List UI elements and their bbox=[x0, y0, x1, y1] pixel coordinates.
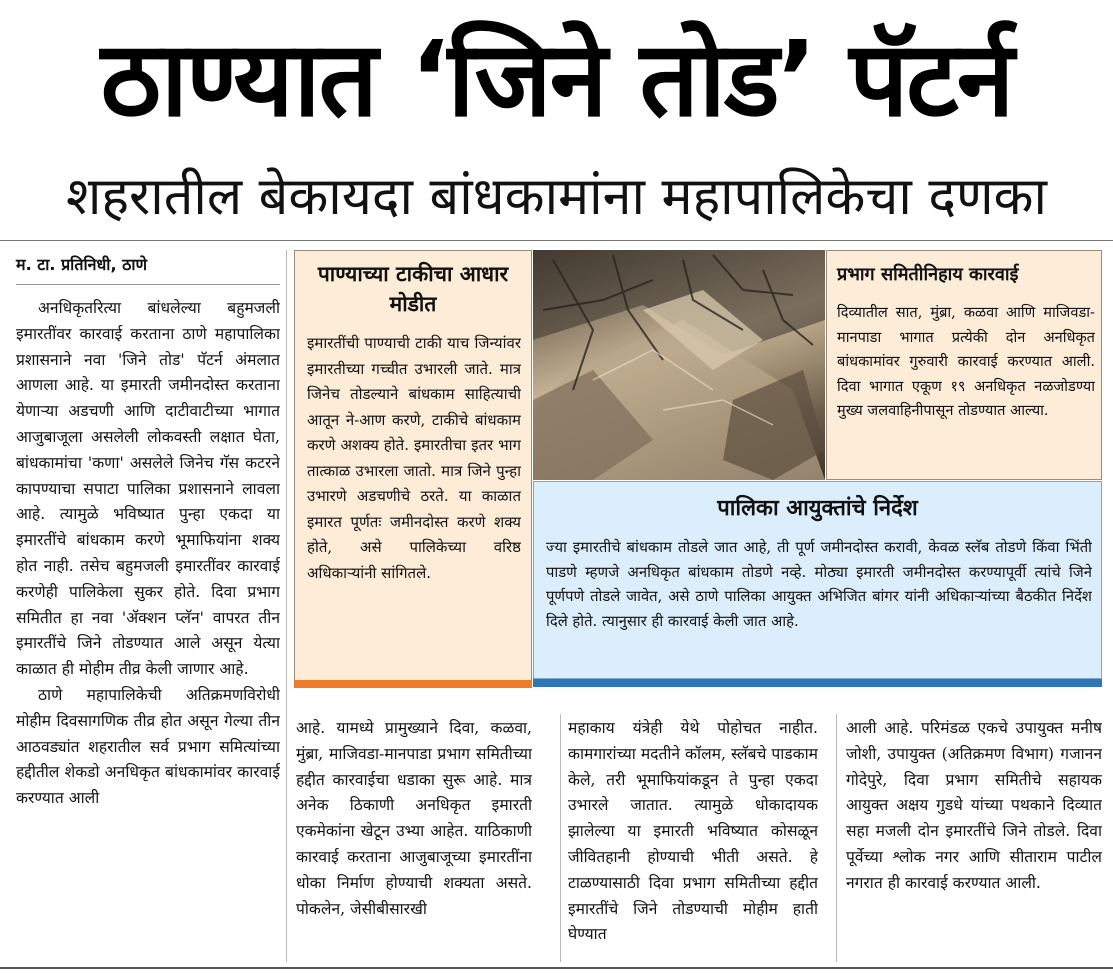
article-column-1 bbox=[16, 296, 280, 960]
headline: ठाण्यात ‘जिने तोड’ पॅटर्न bbox=[100, 18, 1013, 140]
box-body: दिव्यातील सात, मुंब्रा, कळवा आणि माजिवडा-मानपाडा भागात प्रत्येकी दोन अनधिकृत बांधकामांवर गुरुवारी कारवाई करण्यात आली. दिवा भागात एकूण १९ अनधिकृत नळजोडण्या मुख्य जलवाहिनीपासून तोडण्यात आल्या. bbox=[837, 304, 1095, 419]
column-divider bbox=[286, 250, 287, 962]
article-paragraph: ठाणे महापालिकेची अतिक्रमणविरोधी मोहीम दिवसागणिक तीव्र होत असून गेल्या तीन आठवड्यांत शहरातील सर्व प्रभाग समित्यांच्या हद्दीतील शेकडो अनधिकृत बांधकामांवर कारवाई करण्यात आली bbox=[16, 685, 280, 808]
box-body: ज्या इमारतीचे बांधकाम तोडले जात आहे, ती पूर्ण जमीनदोस्त करावी, केवळ स्लॅब तोडणे किंवा भिंती पाडणे म्हणजे अनधिकृत बांधकाम तोडणे नव्हे. मोठ्या इमारती जमीनदोस्त करण्यापूर्वी त्यांचे जिने पूर्णपणे तोडले जावेत, असे ठाणे पालिका आयुक्त अभिजित बांगर यांनी अधिकाऱ्यांच्या बैठकीत निर्देश दिले होते. त्यानुसार ही कारवाई केली जात आहे. bbox=[546, 539, 1092, 630]
box-title: प्रभाग समितीनिहाय कारवाई bbox=[837, 264, 1019, 285]
sidebar-box-water-tank bbox=[294, 250, 532, 682]
blue-accent-bar bbox=[533, 679, 1102, 687]
column-divider bbox=[560, 714, 561, 962]
column-divider bbox=[836, 714, 837, 962]
box-body: इमारतींची पाण्याची टाकी याच जिन्यांवर इमारतीच्या गच्चीत उभारली जाते. मात्र जिनेच तोडल्याने बांधकाम साहित्याची आतून ने-आण करणे, टाकीचे बांधकाम करणे अशक्य होते. इमारतीचा इतर भाग तात्काळ उभारला जातो. मात्र जिने पुन्हा उभारणे अडचणीचे ठरते. या काळात इमारत पूर्णतः जमीनदोस्त करणे शक्य होते, असे पालिकेच्या वरिष्ठ अधिकाऱ्यांनी सांगितले. bbox=[307, 334, 521, 582]
byline: म. टा. प्रतिनिधी, ठाणे bbox=[16, 255, 148, 274]
byline-divider bbox=[16, 284, 280, 285]
header-divider bbox=[0, 240, 1113, 241]
subheadline: शहरातील बेकायदा बांधकामांना महापालिकेचा दणका bbox=[66, 167, 1047, 227]
box-title: पालिका आयुक्तांचे निर्देश bbox=[717, 496, 918, 521]
article-column-2: आहे. यामध्ये प्रामुख्याने दिवा, कळवा, मुंब्रा, माजिवडा-मानपाडा प्रभाग समितीच्या हद्दीत कारवाईचा धडाका सुरू आहे. मात्र अनेक ठिकाणी अनधिकृत इमारती एकमेकांना खेटून उभ्या आहेत. याठिकाणी कारवाई करताना आजुबाजूच्या इमारतींना धोका निर्माण होण्याची शक्यता असते. पोकलेन, जेसीबीसारखी bbox=[296, 719, 532, 918]
demolition-photo bbox=[533, 250, 825, 480]
orange-accent-bar bbox=[294, 680, 532, 688]
bottom-rule bbox=[0, 967, 1113, 969]
article-column-4: आली आहे. परिमंडळ एकचे उपायुक्त मनीष जोशी, उपायुक्त (अतिक्रमण विभाग) गजानन गोदेपुरे, दिवा प्रभाग समितीचे सहायक आयुक्त अक्षय गुडधे यांच्या पथकाने दिव्यात सहा मजली दोन इमारतींचे जिने तोडले. दिवा पूर्वेच्या श्लोक नगर आणि सीताराम पाटील नगरात ही कारवाई करण्यात आली. bbox=[846, 719, 1102, 892]
sidebar-box-commissioner bbox=[533, 481, 1102, 679]
box-title: पाण्याच्या टाकीचा आधार मोडीत bbox=[317, 262, 509, 316]
article-paragraph: अनधिकृतरित्या बांधलेल्या बहुमजली इमारतींवर कारवाई करताना ठाणे महापालिका प्रशासनाने नवा 'जिने तोड' पॅटर्न अंमलात आणला आहे. या इमारती जमीनदोस्त करताना येणाऱ्या अडचणी आणि दाटीवाटीच्या भागात आजुबाजूला असलेली लोकवस्ती लक्षात घेता, बांधकामांचा 'कणा' असलेले जिनेच गॅस कटरने कापण्याचा सपाटा पालिका प्रशासनाने लावला आहे. त्यामुळे भविष्यात पुन्हा एकदा या इमारतींचे बांधकाम करणे भूमाफियांना शक्य होत नाही. तसेच बहुमजली इमारतींवर कारवाई करणेही पालिकेला सुकर होते. दिवा प्रभाग समितीत हा नवा 'ॲक्शन प्लॅन' वापरत तीन इमारतींचे जिने तोडण्यात आले असून येत्या काळात ही मोहीम तीव्र केली जाणार आहे. bbox=[16, 299, 280, 679]
article-column-3: महाकाय यंत्रेही येथे पोहोचत नाहीत. कामगारांच्या मदतीने कॉलम, स्लॅबचे पाडकाम केले, तरी भूमाफियांकडून ते पुन्हा एकदा उभारले जातात. त्यामुळे धोकादायक झालेल्या या इमारती भविष्यात कोसळून जीवितहानी होण्याची भीती असते. हे टाळण्यासाठी दिवा प्रभाग समितीच्या हद्दीत इमारतींचे जिने तोडण्याची मोहीम हाती घेण्यात bbox=[568, 719, 818, 944]
sidebar-box-ward-action bbox=[826, 250, 1102, 480]
demolition-photo-graphic bbox=[533, 250, 825, 480]
